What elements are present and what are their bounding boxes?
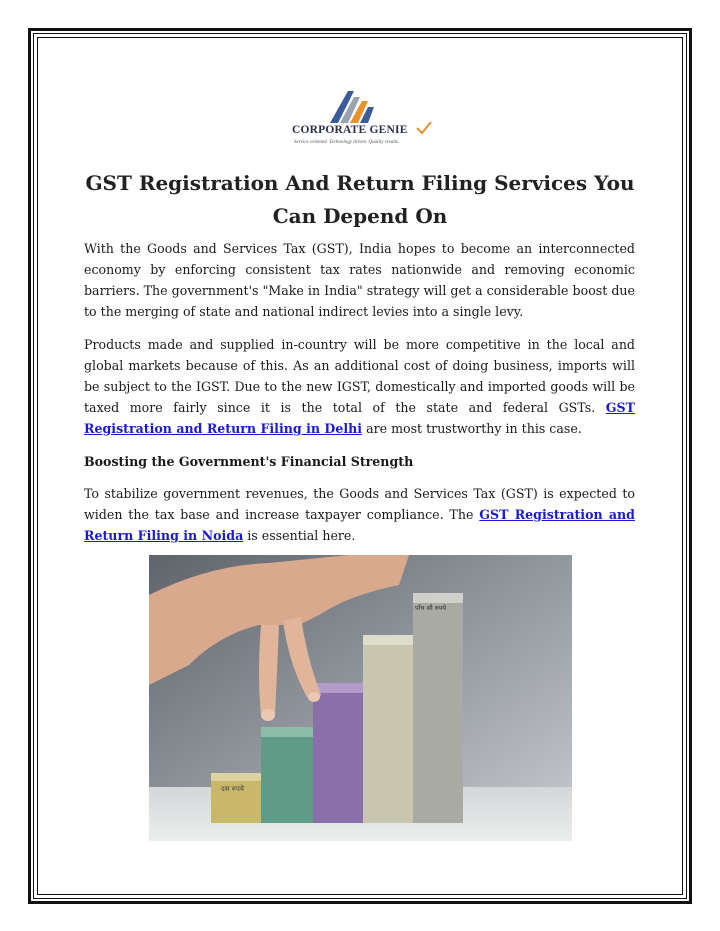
note-stack-4 (363, 635, 413, 823)
checkmark-icon (416, 121, 432, 135)
paragraph-igst (84, 334, 635, 439)
paragraph-revenue-text: To stabilize government revenues, the Goods and Services Tax (GST) is expected to widen the tax base and increase taxpayer compliance. The (84, 486, 635, 522)
currency-steps-illustration (149, 555, 572, 841)
paragraph-igst-after: are most trustworthy in this case. (362, 421, 582, 436)
note-stack-1 (211, 773, 261, 823)
paragraph-igst-text: Products made and supplied in-country will be more competitive in the local and global markets because of this. As an additional cost of doing business, imports will be subject to the IGST. Due to the new IGST, domestically and imported goods will be taxed more fairly since it is the total of the state and federal GSTs. (84, 337, 635, 415)
article-body (84, 238, 635, 558)
paragraph-revenue-after: is essential here. (243, 528, 356, 543)
currency-growth-photo (149, 555, 572, 841)
note-stack-5 (413, 593, 463, 823)
page-title: GST Registration And Return Filing Services You Can Depend On (85, 171, 635, 228)
paragraph-revenue (84, 483, 635, 546)
note-label-10: दस रुपये (221, 785, 244, 793)
note-label-500: पाँच सौ रुपये (415, 604, 447, 612)
delhi-service-link[interactable]: GST Registration and Return Filing in Delhi (84, 400, 635, 436)
logo-tagline: Service oriented. Technology driven. Quality results. (294, 140, 400, 145)
logo-name: CORPORATE GENIE (292, 124, 408, 136)
note-stack-2 (261, 727, 313, 823)
company-logo (292, 85, 432, 153)
paragraph-intro: With the Goods and Services Tax (GST), India hopes to become an interconnected economy by enforcing consistent tax rates nationwide and removing economic barriers. The government's "Make in India" strategy will get a considerable boost due to the merging of state and national indirect levies into a single levy. (84, 241, 635, 319)
note-stack-3 (313, 683, 363, 823)
section-heading: Boosting the Government's Financial Strength (84, 454, 414, 469)
logo-mark-icon (292, 85, 432, 125)
noida-service-link[interactable]: GST Registration and Return Filing in Noida (84, 507, 635, 543)
